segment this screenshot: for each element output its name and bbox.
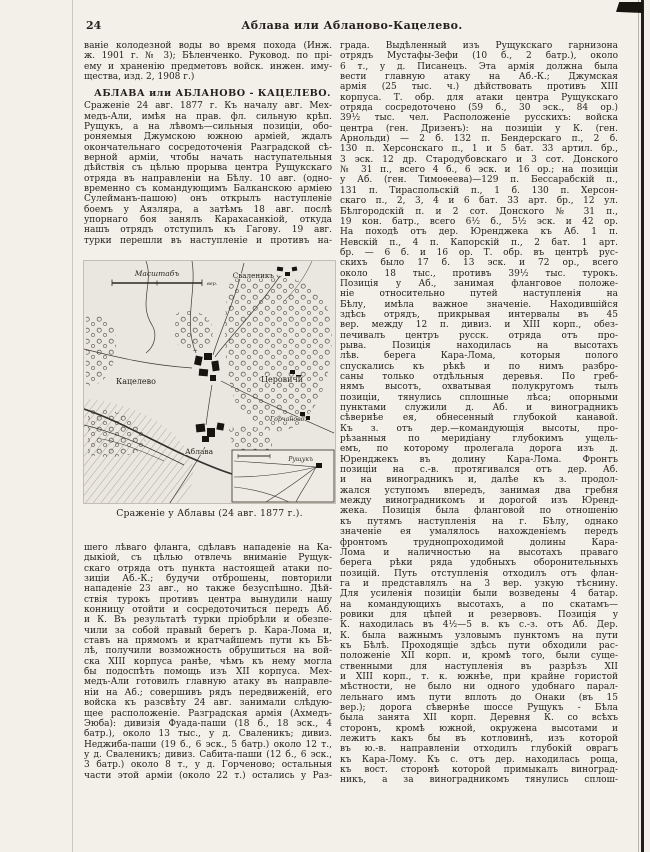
text-line: батр.), около 13 тыс., у д. Сваленикъ; дивиз. <box>84 729 332 740</box>
text-line: части этой арміи (около 22 т.) остались у Раз- <box>84 770 332 781</box>
text-line: боемъ у Аязляра, а затѣмъ 18 авг. послѣ <box>84 204 332 215</box>
text-line: мѣстности, не было ни одного удобнаго парал- <box>340 682 618 693</box>
text-line: между виноградникомъ и дорогой изъ Юренд- <box>340 496 618 507</box>
text-line: Къ з. отъ дер.—командующія высоты, про- <box>340 423 618 434</box>
text-line: 130 п. Херсонскаго п., 1 и 5 бат. 33 артил. бр., <box>340 144 618 155</box>
text-line: на командующихъ высотахъ, а по скатамъ— <box>340 599 618 610</box>
battle-map <box>84 261 335 503</box>
text-line: ваніе колодезной воды во время похода (Инж. <box>84 41 332 51</box>
text-line: Бѣлу, имѣла важное значеніе. Находившійся <box>340 299 618 310</box>
left-column-bottom <box>84 543 332 781</box>
text-line: центра (ген. Дризенъ): на позиціи у К. (ген. <box>340 123 618 134</box>
text-line: медъ-Али, имѣя на прав. фл. сильную крѣп. <box>84 111 332 122</box>
text-line: значеніе ея умалялось нахожденіемъ передъ <box>340 527 618 538</box>
text-line: скаго отряда отъ пункта настоящей атаки по- <box>84 563 332 574</box>
map-scale <box>112 269 218 287</box>
text-line: къ путямъ наступленія на г. Бѣлу, однако <box>340 516 618 527</box>
text-line: Невскій п., 4 п. Капорскій п., 2 бат. 1 арт. <box>340 237 618 248</box>
figure-caption: Сраженіе у Аблавы (24 авг. 1877 г.). <box>116 508 303 519</box>
text-line: нямъ высотъ, охватывая полукругомъ тылъ <box>340 382 618 393</box>
text-line: около 18 тыс., противъ 39½ тыс. турокъ. <box>340 268 618 279</box>
text-line: печивалъ центръ русск. отряда отъ про- <box>340 330 618 341</box>
text-line: ровики для цѣпей и резервовъ. Позиція у <box>340 609 618 620</box>
text-line: и XIII корп., т. к. южнѣе, при крайне гористой <box>340 671 618 682</box>
text-line: отрядъ Мустафы-Зефи (10 б., 2 батр.), около <box>340 51 618 62</box>
text-line: Сраженіе 24 авг. 1877 г. Къ началу авг. Мех- <box>84 101 332 112</box>
text-line: саны только отдѣльныя деревья. По греб- <box>340 372 618 382</box>
text-line: 39½ тыс. чел. Расположеніе русскихъ: войска <box>340 113 618 124</box>
text-line: емъ, по которому пролегала дорога изъ д. <box>340 444 618 455</box>
text-line: въ ю.-в. направленіи отходилъ глубокій оврагъ <box>340 744 618 755</box>
text-line: зиціи Аб.-К.; будучи отброшены, повторили <box>84 574 332 585</box>
label-cerovichi: Церовичи <box>261 375 304 384</box>
scan-corner-mark <box>616 2 643 13</box>
text-line: жека. Позиція была фланговой по отношенію <box>340 506 618 517</box>
text-line: корпуса. Т. обр. для атаки центра Рущукскаго <box>340 92 618 103</box>
text-line: ственными для наступленія въ разрѣзъ XII <box>340 661 618 672</box>
page-right-edge-shadow <box>638 0 639 852</box>
label-svalenik: Сваленикъ <box>232 271 274 280</box>
text-line: армія (25 тыс. ч.) дѣйствовать противъ XIII <box>340 82 618 93</box>
label-kacelevo: Кацелево <box>116 377 156 386</box>
village-ablava-blocks <box>196 423 225 442</box>
text-line: жался уступомъ впередъ, занимая два гребня <box>340 485 618 496</box>
text-line: упорнаго боя занялъ Карахасанкіой, откуда <box>84 215 332 225</box>
text-line: турки перешли въ наступленіе и противъ на- <box>84 235 332 246</box>
text-line: берега рѣки ряда удобныхъ оборонительныхъ <box>340 558 618 569</box>
text-line: лежитъ какъ бы въ котловинѣ, изъ которой <box>340 734 618 745</box>
entry-body-continued <box>84 543 332 781</box>
text-line: Позиція у Аб., занимая фланговое положе- <box>340 278 618 289</box>
text-line: у Аб. (ген. Тимоѳеева)—129 п. Бессарабскій п., <box>340 175 618 186</box>
text-line: ствія турокъ противъ центра вынудили нашу <box>84 594 332 605</box>
map-scale-unit: вер. <box>207 282 218 287</box>
text-line: бр. — 6 б. и 16 ор. Т. обр. въ центрѣ рус- <box>340 247 618 258</box>
text-line: была занята XII корп. Деревня К. со всѣхъ <box>340 713 618 724</box>
village-svalenik-blocks <box>277 267 298 276</box>
text-line: Юренджекъ въ долину Кара-Лома. Фронтъ <box>340 454 618 465</box>
text-line: Рущукъ, а на лѣвомъ—сильныя позиціи, обо- <box>84 121 332 132</box>
text-line: нашъ отрядъ отступилъ къ Гагову. 19 авг. <box>84 225 332 236</box>
text-line: Эюба): дивизія Фуада-паши (18 б., 18 эск., 4 <box>84 718 332 729</box>
text-line: никъ, а за виноградникомъ тянулись сплош- <box>340 775 618 786</box>
text-line: бы подоспѣть помощь изъ XII корпуса. Мех- <box>84 667 332 678</box>
text-line: Для усиленія позиціи были возведены 4 батар. <box>340 589 618 600</box>
text-line: конницу отойти и сосредоточиться передъ Аб. <box>84 605 332 616</box>
text-line: ніе относительно путей наступленія на <box>340 289 618 300</box>
text-line: 19 кон. батр., всего 6½ б., 5½ эск. и 42 ор. <box>340 216 618 227</box>
text-line: чили за собой правый берегъ р. Кара-Лома и, <box>84 625 332 636</box>
text-line: окончательнаго сосредоточенія Разградской сѣ- <box>84 142 332 153</box>
text-line: спускались къ рѣкѣ и по нимъ разбро- <box>340 361 618 372</box>
text-line: сторонъ, кромѣ южной, окружена высотами и <box>340 723 618 734</box>
right-column <box>340 41 618 786</box>
text-line: ніи на Аб.; совершивъ рядъ передвиженій, его <box>84 687 332 698</box>
text-line: 6 т., у д. Писанецъ. Эта армія должна была <box>340 61 618 72</box>
text-line: фронтомъ труднопроходимой долины Кара- <box>340 537 618 548</box>
text-line: рыва. Позиція находилась на высотахъ <box>340 340 618 351</box>
battle-map-figure <box>84 261 335 519</box>
page-number: 24 <box>86 19 102 32</box>
text-line: га и представлялъ на 3 вер. узкую тѣснину. <box>340 578 618 589</box>
text-line: Лома и наличностью на высотахъ праваго <box>340 547 618 558</box>
text-line: нападеніе 23 авг., но также безуспѣшно. Дѣй- <box>84 584 332 595</box>
text-line: ему и храненію предметовъ войск. инжен. иму- <box>84 61 332 72</box>
text-line: лельнаго имъ пути вплоть до Онаки (въ 15 <box>340 692 618 703</box>
entry-body-right <box>340 41 618 786</box>
text-line: вер.); дорога сѣвернѣе шоссе Рущукъ - Бѣла <box>340 703 618 713</box>
text-line: отряда въ направленіи на Бѣлу. 10 авг. (одно- <box>84 173 332 184</box>
text-line: дѣйствія съ цѣлью прорыва центра Рущукскаго <box>84 163 332 174</box>
entry-heading: АБЛАВА или АБЛАНОВО - КАЦЕЛЕВО. <box>94 87 331 99</box>
label-ablava: Аблава <box>185 447 214 456</box>
text-line: верной арміи, чтобы начать наступательныя <box>84 152 332 163</box>
text-line: Бѣлгородскій п. и 2 сот. Донского № 31 п., <box>340 206 618 217</box>
text-line: ставъ на прямомъ и кратчайшемъ пути къ Бѣ- <box>84 636 332 647</box>
text-line: рѣзанныя по меридіану глубокимъ ущель- <box>340 434 618 445</box>
map-inset <box>232 450 334 502</box>
text-line: роняемыя Джумскою южною арміей, ждалъ <box>84 132 332 143</box>
running-title: Аблава или Абланово-Кацелево. <box>241 19 463 32</box>
text-line: медъ-Али готовилъ главную атаку въ направле- <box>84 677 332 688</box>
label-gorchanovo: Горчаново <box>270 416 305 423</box>
left-column-top <box>84 41 332 246</box>
text-line: шего лѣваго фланга, сдѣлавъ нападеніе на Ка- <box>84 543 332 553</box>
text-line: Арнольди) — 2 б. 132 п. Бендерскаго п., 2 б. <box>340 134 618 145</box>
text-line: града. Выдѣленный изъ Рущукскаго гарнизона <box>340 41 618 51</box>
text-line: вести главную атаку на Аб.-К.; Джумская <box>340 72 618 83</box>
text-line: пунктами служили д. Аб. и виноградникъ <box>340 403 618 414</box>
text-line: временно съ командующимъ Балканскою арміею <box>84 183 332 194</box>
text-line: у д. Сваленикъ; дивиз. Сабита-паши (12 б., 6 эск., <box>84 749 332 760</box>
text-line: лѣв. берега Кара-Лома, которыя полого <box>340 351 618 362</box>
text-line: положеніе XII корп. и, кромѣ того, были суще- <box>340 651 618 662</box>
village-kacelevo-blocks <box>194 353 220 381</box>
text-line: къ Кара-Лому. Къ с. отъ дер. находилась роща, <box>340 754 618 765</box>
map-scale-label: Масштабъ <box>134 269 180 278</box>
text-line: скихъ было 17 б. 13 эск. и 72 ор., всего <box>340 258 618 269</box>
text-line: К. была важнымъ узловымъ пунктомъ на пути <box>340 630 618 641</box>
text-line: и на виноградникъ и, далѣе къ з. продол- <box>340 475 618 486</box>
text-line: 131 п. Тираспольскій п., 1 б. 130 п. Херсон- <box>340 185 618 196</box>
text-line: щее расположеніе. Разградская армія (Ахмедъ- <box>84 708 332 719</box>
text-line: ж. 1901 г. № 3); Бѣленченко. Руковод. по прі- <box>84 51 332 62</box>
text-line: На походѣ отъ дер. Юренджека къ Аб. 1 п. <box>340 227 618 238</box>
text-line: отряда сосредоточено (59 б., 30 эск., 84 ор.) <box>340 103 618 114</box>
text-line: К. находилась въ 4½—5 в. къ с.-з. отъ Аб. Дер. <box>340 620 618 631</box>
text-line: сѣвернѣе ея, обнесенный глубокой канавой. <box>340 413 618 424</box>
text-line: дыкіой, съ цѣлью отвлечь вниманіе Рущук- <box>84 553 332 564</box>
text-line: позиціи на с.-в. протягивался отъ дер. Аб. <box>340 465 618 476</box>
text-line: здѣсь отрядъ, прикрывая интервалы въ 45 <box>340 309 618 320</box>
page-left-edge-line <box>72 0 73 852</box>
text-line: Сулейманъ-пашою) онъ открылъ наступленіе <box>84 194 332 205</box>
text-line: и К. Въ результатѣ турки пріобрѣли и обезпе- <box>84 615 332 626</box>
entry-body <box>84 101 332 246</box>
text-line: войска къ разсвѣту 24 авг. занимали слѣдую- <box>84 698 332 709</box>
text-line: 3 эск. 12 др. Стародубовскаго и 3 сот. Донского <box>340 154 618 165</box>
text-line: щества, изд. 2, 1908 г.) <box>84 72 195 83</box>
label-ruschuk: Рущукъ <box>288 456 313 463</box>
intro-paragraph <box>84 41 332 82</box>
text-line: вер. между 12 п. дивиз. и XIII корп., обез- <box>340 320 618 331</box>
text-line: ска XIII корпуса ранѣе, чѣмъ къ нему могла <box>84 656 332 667</box>
text-line: скаго п., 2, 3, 4 и 6 бат. 33 арт. бр., 12 ул. <box>340 196 618 207</box>
text-line: лѣ, получили возможность обрушиться на вой- <box>84 646 332 657</box>
text-line: № 31 п., всего 4 б., 6 эск. и 16 ор.; на позиціи <box>340 165 618 176</box>
text-line: позиціи, тянулись сплошные лѣса; опорными <box>340 392 618 403</box>
text-line: къ вост. сторонѣ которой примыкалъ виноград- <box>340 765 618 776</box>
text-line: позицій. Путь отступленія отходилъ отъ флан- <box>340 568 618 579</box>
text-line: Неджиба-паши (19 б., 6 эск., 5 батр.) около 12 т., <box>84 739 332 750</box>
page-right-edge-line <box>641 0 644 852</box>
text-line: 3 батр.) около 8 т., у д. Горченово; остальныя <box>84 760 332 771</box>
text-line: къ Бѣлѣ. Проходящіе здѣсь пути обходили рас- <box>340 640 618 651</box>
